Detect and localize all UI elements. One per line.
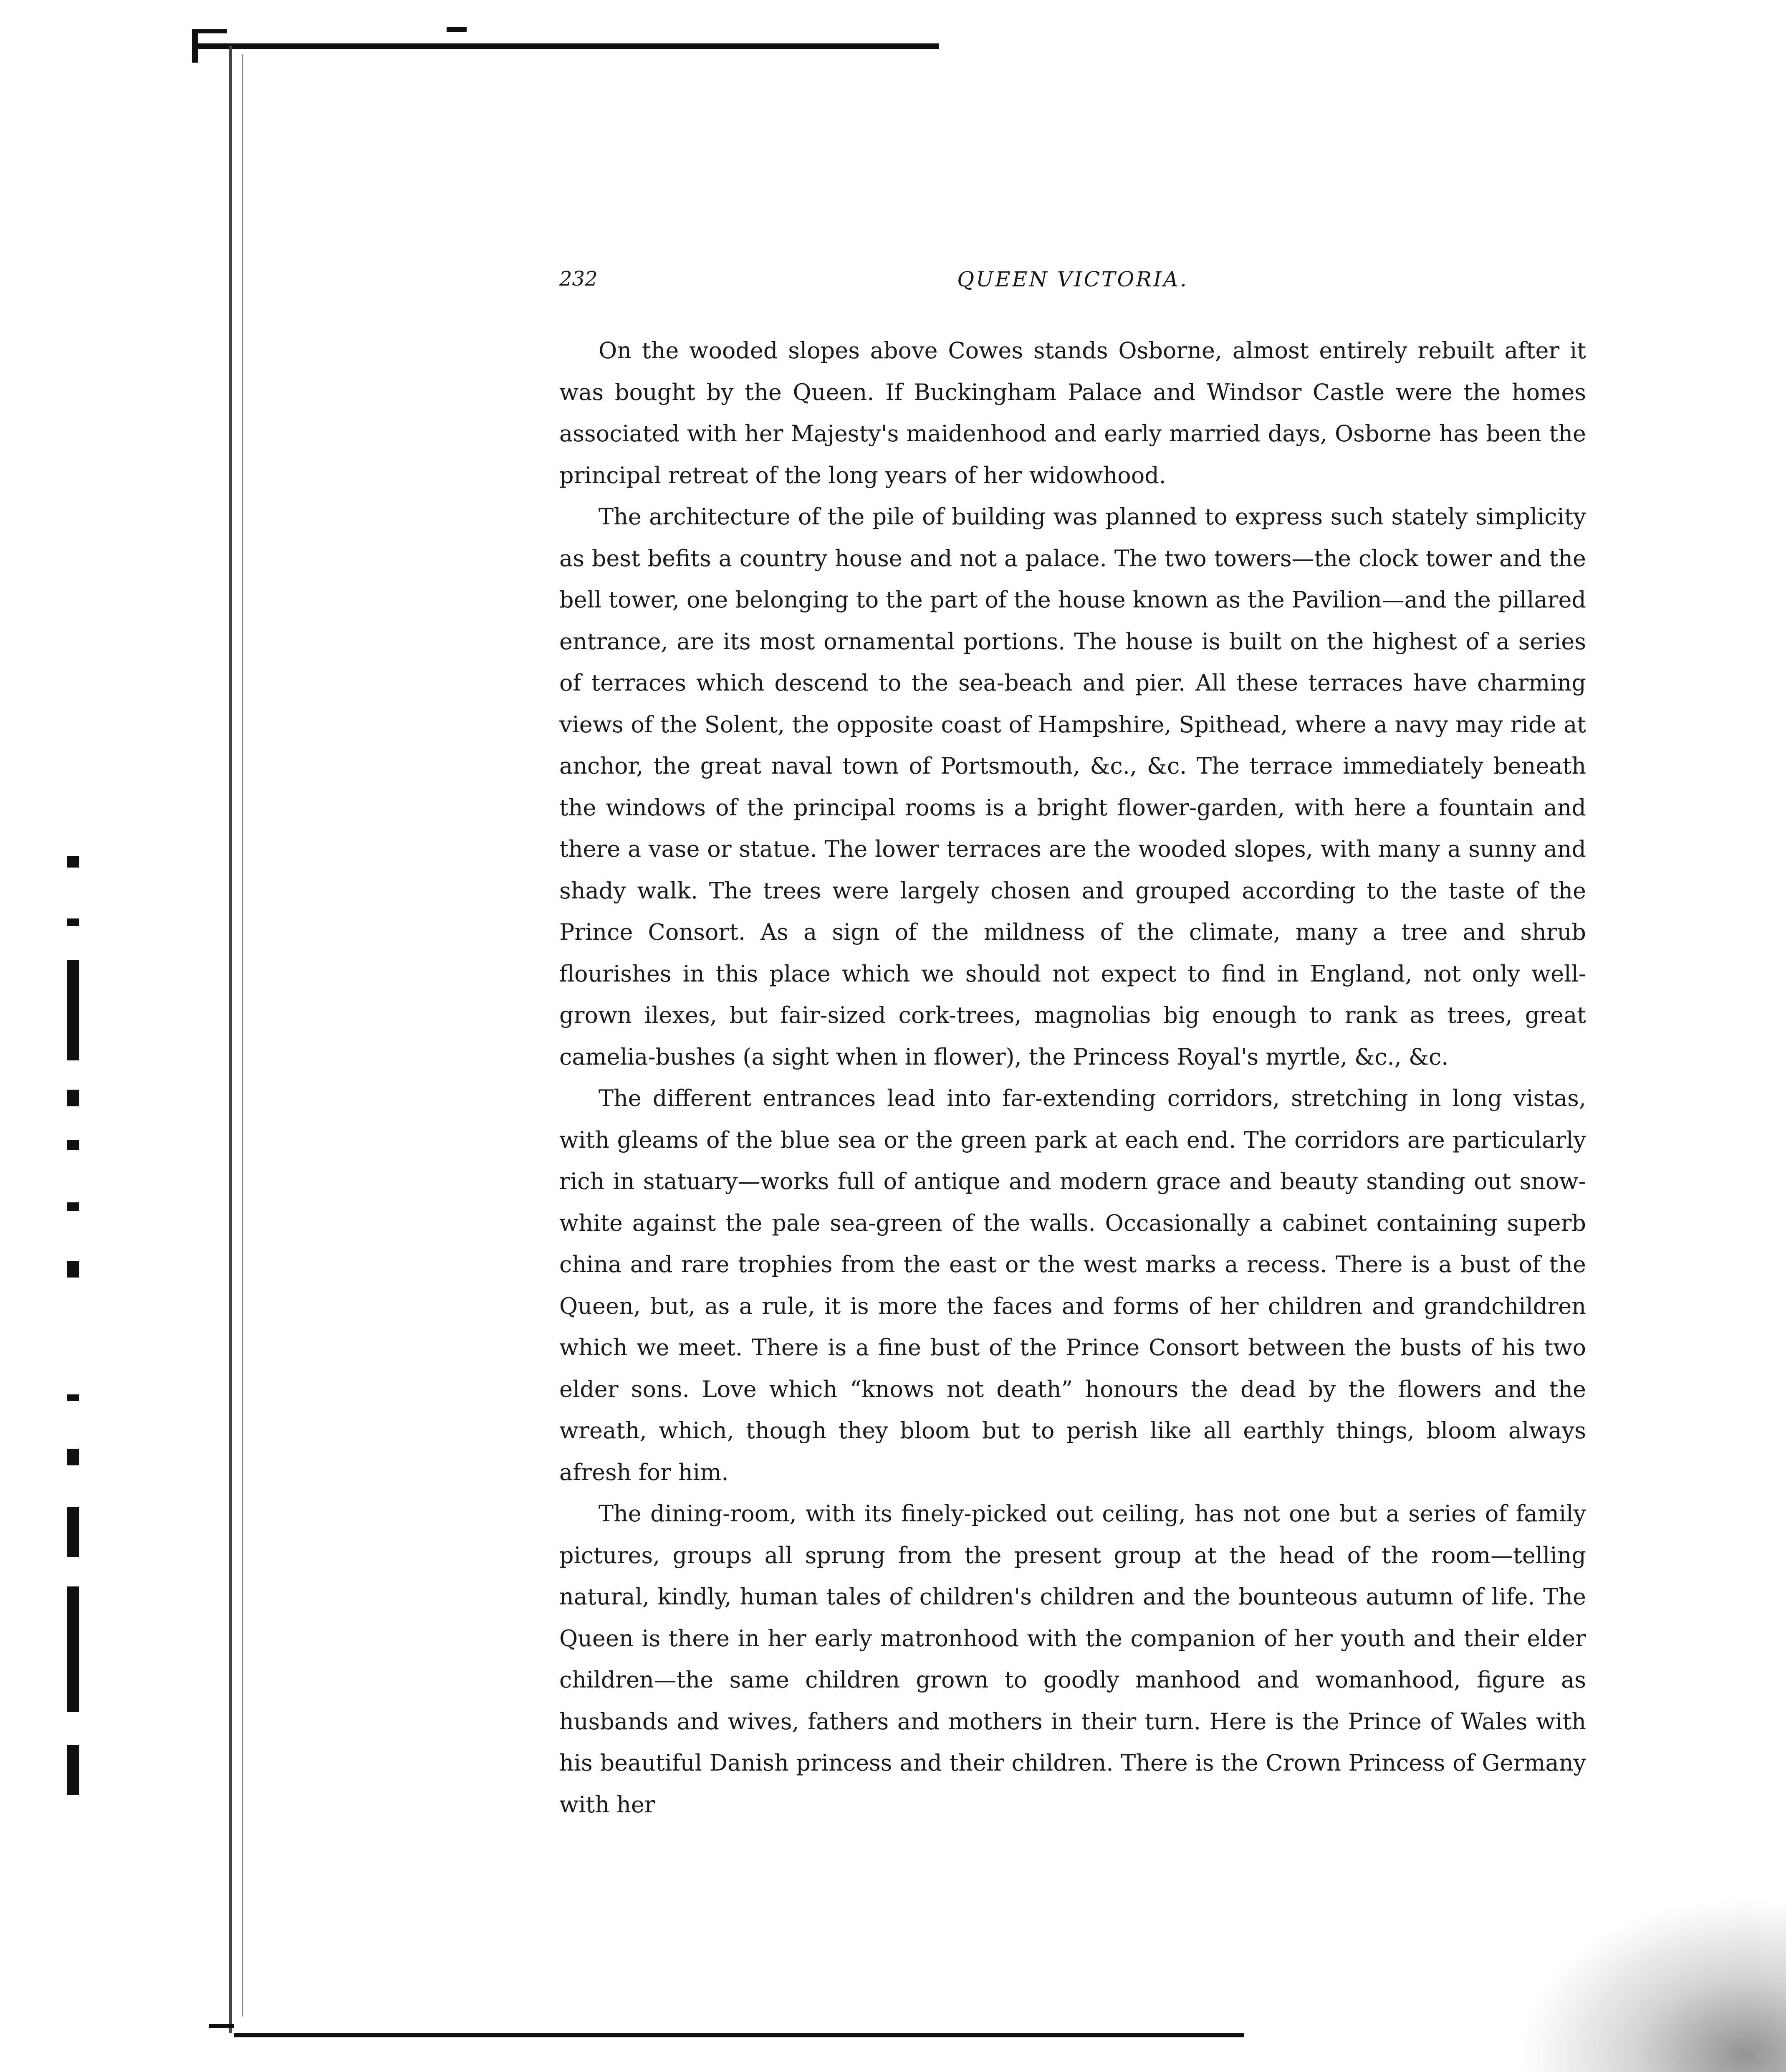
margin-scan-marks (67, 856, 83, 1795)
bottom-rule-mark (209, 2024, 234, 2028)
bottom-binding-rule (234, 2033, 1244, 2037)
running-title: QUEEN VICTORIA. (957, 267, 1188, 291)
page-stain (1519, 1897, 1786, 2072)
paragraph: The different entrances lead into far-extending corridors, stretching in long vistas, with gleams of the blue sea or the green park at each end. The corridors are particularly rich in statuary—works full of antique and modern grace and beauty standing out snow-white against the pale sea-green of the walls. Occasionally a cabinet containing superb china and rare trophies from the east or the west marks a recess. There is a bust of the Queen, but, as a rule, it is more the faces and forms of her children and grandchildren which we meet. There is a fine bust of the Prince Consort between the busts of his two elder sons. Love which “knows not death” honours the dead by the flowers and the wreath, which, though they bloom but to perish like all earthly things, bloom always afresh for him. (559, 1085, 1586, 1485)
paragraph: The dining-room, with its finely-picked out ceiling, has not one but a series of family pictures, groups all sprung from the present group at the head of the room—telling natural, kindly, human tales of children's children and the bounteous autumn of life. The Queen is there in her early matronhood with the companion of her youth and their elder children—the same children grown to goodly manhood and womanhood, figure as husbands and wives, fathers and mothers in their turn. Here is the Prince of Wales with his beautiful Danish princess and their children. There is the Crown Princess of Germany with her (559, 1500, 1586, 1818)
running-head (559, 267, 1586, 296)
paragraph: The architecture of the pile of building was planned to express such stately simplicity as best befits a country house and not a palace. The two towers—the clock tower and the bell tower, one belonging to the part of the house known as the Pavilion—and the pillared entrance, are its most ornamental portions. The house is built on the highest of a series of terraces which descend to the sea-beach and pier. All these terraces have charming views of the Solent, the opposite coast of Hampshire, Spithead, where a navy may ride at anchor, the great naval town of Portsmouth, &c., &c. The terrace immediately beneath the windows of the principal rooms is a bright flower-garden, with here a fountain and there a vase or statue. The lower terraces are the wooded slopes, with many a sunny and shady walk. The trees were largely chosen and grouped according to the taste of the Prince Consort. As a sign of the mildness of the climate, many a tree and shrub flourishes in this place which we should not expect to find in England, not only well-grown ilexes, but fair-sized cork-trees, magnolias big enough to rank as trees, great camelia-bushes (a sight when in flower), the Princess Royal's myrtle, &c., &c. (559, 503, 1586, 1070)
page-number: 232 (559, 267, 598, 291)
top-rule-mark (447, 27, 467, 32)
left-binding-rule (229, 46, 232, 2033)
top-binding-rule (192, 43, 939, 49)
left-binding-rule-faint (242, 54, 243, 2016)
body-text (559, 330, 1586, 1825)
paragraph: On the wooded slopes above Cowes stands Osborne, almost entirely rebuilt after it was bought by the Queen. If Buckingham Palace and Windsor Castle were the homes associated with her Majesty's maidenhood and early married days, Osborne has been the principal retreat of the long years of her widowhood. (559, 337, 1586, 488)
